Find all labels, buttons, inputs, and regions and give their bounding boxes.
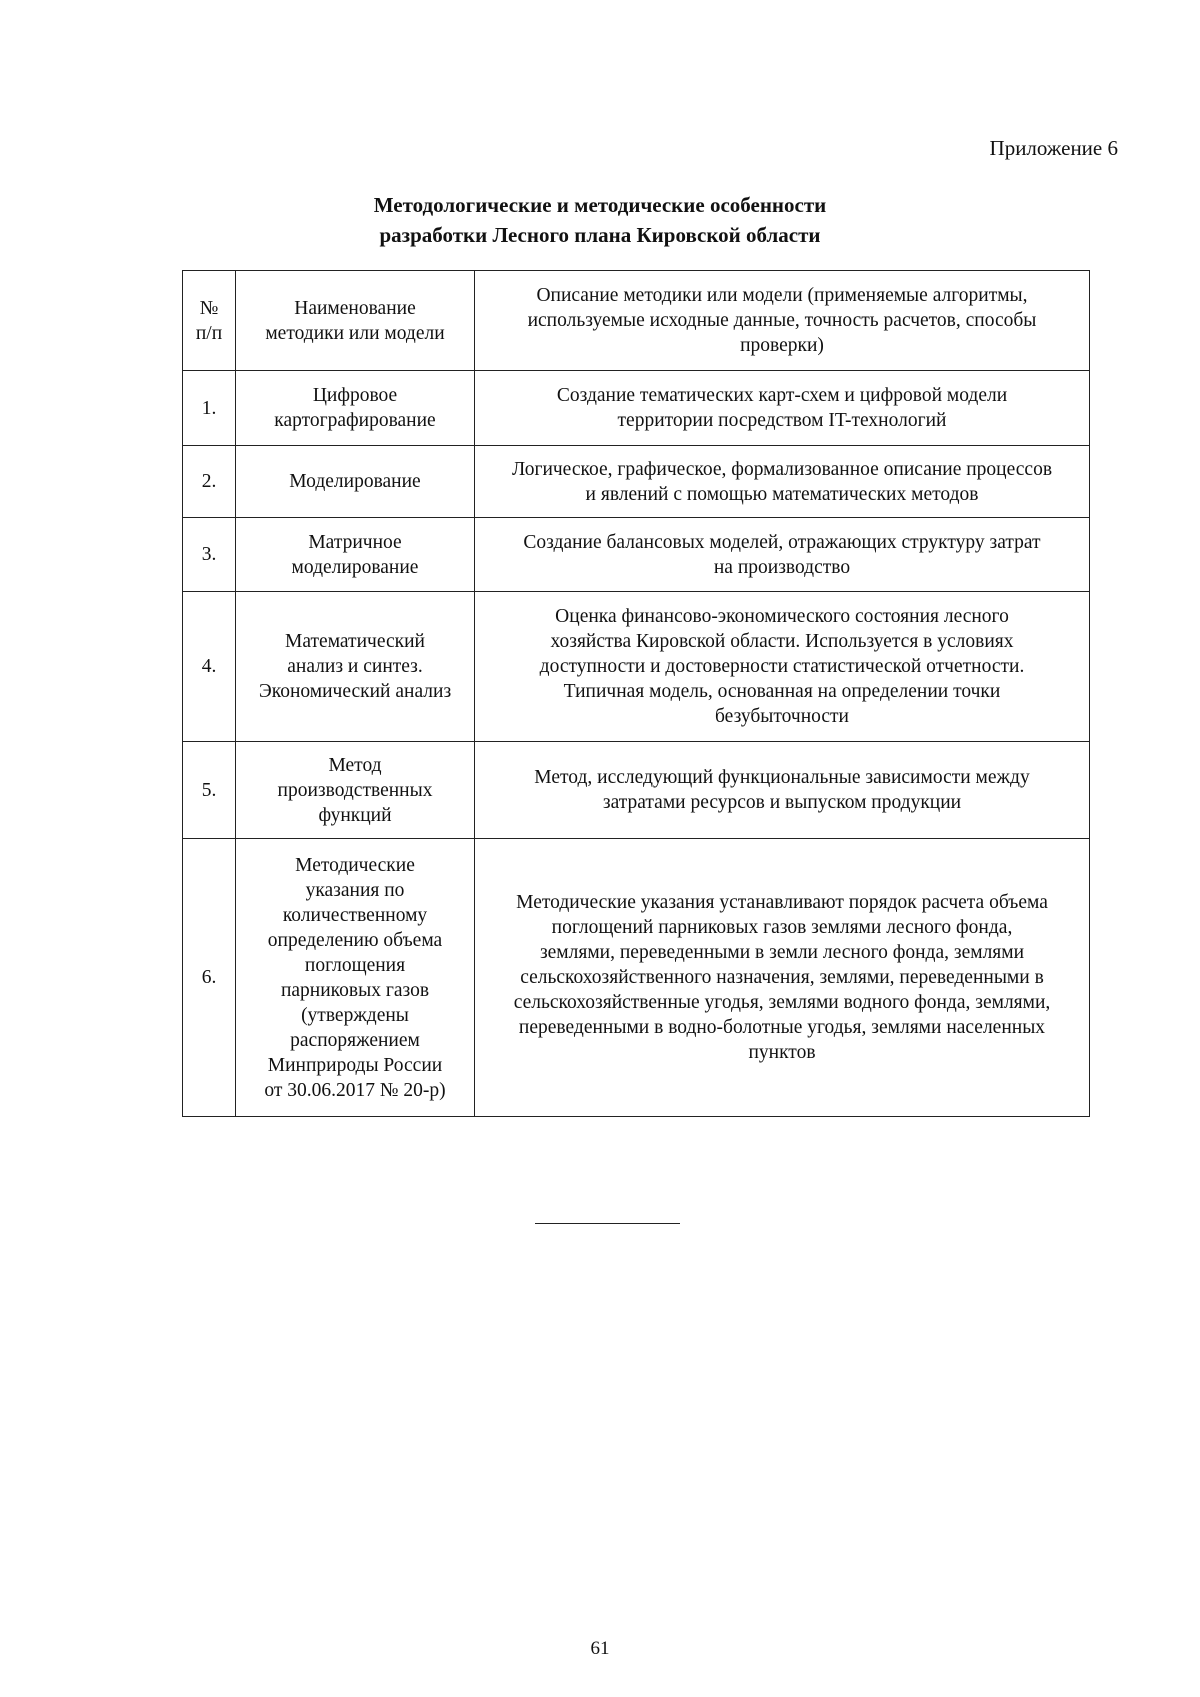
- title-line-2: разработки Лесного плана Кировской области: [379, 223, 821, 247]
- header-number: № п/п: [183, 271, 236, 371]
- row-description: Логическое, графическое, формализованное описание процессов и явлений с помощью математических методов: [475, 446, 1090, 518]
- appendix-label: Приложение 6: [989, 136, 1118, 160]
- row-number: 6.: [183, 839, 236, 1117]
- methods-table: [182, 270, 1090, 1117]
- document-title: [0, 190, 1200, 250]
- end-divider: [535, 1223, 680, 1224]
- header-description: Описание методики или модели (применяемые алгоритмы, используемые исходные данные, точность расчетов, способы проверки): [475, 271, 1090, 371]
- table-row: [183, 742, 1090, 839]
- header-name: Наименование методики или модели: [236, 271, 475, 371]
- row-name: Математический анализ и синтез. Экономический анализ: [236, 592, 475, 742]
- row-number: 4.: [183, 592, 236, 742]
- table-row: [183, 592, 1090, 742]
- row-name: Моделирование: [236, 446, 475, 518]
- row-description: Создание тематических карт-схем и цифровой модели территории посредством IT-технологий: [475, 371, 1090, 446]
- row-number: 3.: [183, 518, 236, 592]
- table-header-row: [183, 271, 1090, 371]
- row-name: Цифровое картографирование: [236, 371, 475, 446]
- row-name: Метод производственных функций: [236, 742, 475, 839]
- table-row: [183, 371, 1090, 446]
- table-row: [183, 446, 1090, 518]
- table-row: [183, 518, 1090, 592]
- title-line-1: Методологические и методические особенности: [373, 193, 827, 217]
- row-description: Создание балансовых моделей, отражающих структуру затрат на производство: [475, 518, 1090, 592]
- row-name: Матричное моделирование: [236, 518, 475, 592]
- row-name: Методические указания по количественному определению объема поглощения парниковых газов (утверждены распоряжением Минприроды России от 30.06.2017 № 20-р): [236, 839, 475, 1117]
- row-description: Оценка финансово-экономического состояния лесного хозяйства Кировской области. Используется в условиях доступности и достоверности статистической отчетности. Типичная модель, основанная на определении точки безубыточности: [475, 592, 1090, 742]
- row-number: 5.: [183, 742, 236, 839]
- table-row: [183, 839, 1090, 1117]
- row-description: Методические указания устанавливают порядок расчета объема поглощений парниковых газов землями лесного фонда, землями, переведенными в земли лесного фонда, землями сельскохозяйственного назначения, землями, переведенными в сельскохозяйственные угодья, землями водного фонда, землями, переведенными в водно-болотные угодья, землями населенных пунктов: [475, 839, 1090, 1117]
- row-number: 2.: [183, 446, 236, 518]
- page-number: 61: [590, 1638, 610, 1659]
- row-description: Метод, исследующий функциональные зависимости между затратами ресурсов и выпуском продукции: [475, 742, 1090, 839]
- row-number: 1.: [183, 371, 236, 446]
